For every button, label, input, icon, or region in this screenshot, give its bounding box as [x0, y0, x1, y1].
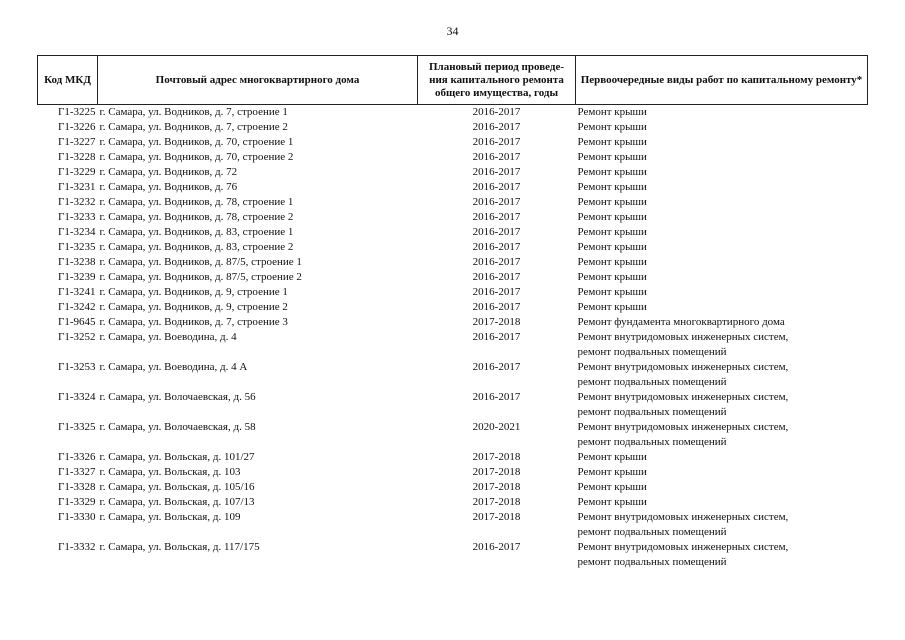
- row-code: Г1-3332: [57, 541, 96, 553]
- works-line: Ремонт крыши: [577, 166, 647, 178]
- works-line: Ремонт крыши: [577, 256, 647, 268]
- works-line: ремонт подвальных помещений: [577, 406, 727, 418]
- table-row: [38, 105, 868, 121]
- row-works: [576, 510, 868, 540]
- table-body: [38, 105, 868, 571]
- table-row: [38, 210, 868, 225]
- row-address: г. Самара, ул. Вольская, д. 107/13: [99, 496, 255, 508]
- works-line: Ремонт крыши: [577, 106, 647, 118]
- row-address: г. Самара, ул. Водников, д. 9, строение 1: [99, 286, 288, 298]
- row-works: [576, 465, 868, 480]
- row-period: 2016-2017: [472, 286, 521, 298]
- works-line: Ремонт внутридомовых инженерных систем,: [577, 421, 789, 433]
- row-period: 2016-2017: [472, 166, 521, 178]
- row-code: Г1-3325: [57, 421, 96, 433]
- table-row: [38, 465, 868, 480]
- works-line: Ремонт крыши: [577, 121, 647, 133]
- row-works: [576, 180, 868, 195]
- row-works: [576, 330, 868, 360]
- row-works: [576, 270, 868, 285]
- row-code: Г1-3233: [57, 211, 96, 223]
- table-row: [38, 195, 868, 210]
- row-works: [576, 210, 868, 225]
- row-address: г. Самара, ул. Водников, д. 70, строение 1: [99, 136, 294, 148]
- row-works: [576, 135, 868, 150]
- row-address: г. Самара, ул. Водников, д. 87/5, строение 1: [99, 256, 302, 268]
- table-row: [38, 165, 868, 180]
- row-works: [576, 300, 868, 315]
- row-address: г. Самара, ул. Водников, д. 83, строение 1: [99, 226, 294, 238]
- works-line: Ремонт внутридомовых инженерных систем,: [577, 331, 789, 343]
- table-row: [38, 120, 868, 135]
- row-address: г. Самара, ул. Вольская, д. 101/27: [99, 451, 255, 463]
- row-works: [576, 285, 868, 300]
- works-line: Ремонт внутридомовых инженерных систем,: [577, 391, 789, 403]
- table-row: [38, 360, 868, 390]
- row-code: Г1-3252: [57, 331, 96, 343]
- row-period: 2016-2017: [472, 541, 521, 553]
- works-line: Ремонт крыши: [577, 286, 647, 298]
- works-line: Ремонт крыши: [577, 181, 647, 193]
- works-line: ремонт подвальных помещений: [577, 526, 727, 538]
- repair-plan-table: [37, 55, 868, 570]
- table-row: [38, 255, 868, 270]
- row-code: Г1-9645: [57, 316, 96, 328]
- row-code: Г1-3229: [57, 166, 96, 178]
- table-header: [38, 56, 868, 105]
- row-code: Г1-3228: [57, 151, 96, 163]
- row-code: Г1-3225: [57, 106, 96, 118]
- header-row: [38, 56, 868, 105]
- table-row: [38, 135, 868, 150]
- row-address: г. Самара, ул. Водников, д. 78, строение 2: [99, 211, 294, 223]
- table-row: [38, 420, 868, 450]
- row-address: г. Самара, ул. Водников, д. 9, строение 2: [99, 301, 288, 313]
- row-period: 2017-2018: [472, 511, 521, 523]
- works-line: Ремонт крыши: [577, 196, 647, 208]
- page-number: 34: [446, 24, 459, 38]
- header-period: Плановый период проведе-ния капитального ремонта общего имущества, годы: [418, 56, 576, 105]
- row-address: г. Самара, ул. Водников, д. 7, строение 3: [99, 316, 288, 328]
- table-row: [38, 240, 868, 255]
- row-code: Г1-3226: [57, 121, 96, 133]
- row-period: 2016-2017: [472, 256, 521, 268]
- works-line: Ремонт крыши: [577, 301, 647, 313]
- table-row: [38, 315, 868, 330]
- works-line: Ремонт крыши: [577, 496, 647, 508]
- row-address: г. Самара, ул. Водников, д. 83, строение 2: [99, 241, 294, 253]
- table-row: [38, 450, 868, 465]
- row-address: г. Самара, ул. Вольская, д. 109: [99, 511, 241, 523]
- row-code: Г1-3232: [57, 196, 96, 208]
- table-row: [38, 330, 868, 360]
- row-address: г. Самара, ул. Водников, д. 72: [99, 166, 238, 178]
- row-code: Г1-3326: [57, 451, 96, 463]
- row-period: 2016-2017: [472, 391, 521, 403]
- row-works: [576, 165, 868, 180]
- table-row: [38, 285, 868, 300]
- row-address: г. Самара, ул. Воеводина, д. 4: [99, 331, 237, 343]
- works-line: ремонт подвальных помещений: [577, 556, 727, 568]
- works-line: Ремонт внутридомовых инженерных систем,: [577, 361, 789, 373]
- table-row: [38, 270, 868, 285]
- row-works: [576, 225, 868, 240]
- row-code: Г1-3327: [57, 466, 96, 478]
- row-works: [576, 390, 868, 420]
- row-address: г. Самара, ул. Водников, д. 7, строение 1: [99, 106, 288, 118]
- row-code: Г1-3330: [57, 511, 96, 523]
- row-works: [576, 540, 868, 570]
- table-row: [38, 510, 868, 540]
- row-works: [576, 480, 868, 495]
- row-code: Г1-3241: [57, 286, 96, 298]
- works-line: Ремонт крыши: [577, 226, 647, 238]
- row-period: 2016-2017: [472, 271, 521, 283]
- row-address: г. Самара, ул. Вольская, д. 105/16: [99, 481, 255, 493]
- row-code: Г1-3242: [57, 301, 96, 313]
- row-works: [576, 240, 868, 255]
- row-period: 2017-2018: [472, 481, 521, 493]
- row-address: г. Самара, ул. Водников, д. 7, строение 2: [99, 121, 288, 133]
- row-address: г. Самара, ул. Воеводина, д. 4 А: [99, 361, 248, 373]
- row-period: 2016-2017: [472, 226, 521, 238]
- row-code: Г1-3231: [57, 181, 96, 193]
- row-works: [576, 360, 868, 390]
- row-address: г. Самара, ул. Водников, д. 87/5, строение 2: [99, 271, 302, 283]
- works-line: Ремонт внутридомовых инженерных систем,: [577, 511, 789, 523]
- row-period: 2017-2018: [472, 496, 521, 508]
- row-period: 2017-2018: [472, 451, 521, 463]
- row-period: 2016-2017: [472, 106, 521, 118]
- row-period: 2016-2017: [472, 361, 521, 373]
- table-row: [38, 540, 868, 570]
- works-line: Ремонт крыши: [577, 241, 647, 253]
- works-line: Ремонт крыши: [577, 151, 647, 163]
- row-works: [576, 255, 868, 270]
- header-code: Код МКД: [38, 56, 98, 105]
- row-period: 2017-2018: [472, 316, 521, 328]
- row-period: 2016-2017: [472, 181, 521, 193]
- row-works: [576, 315, 868, 330]
- row-address: г. Самара, ул. Водников, д. 70, строение 2: [99, 151, 294, 163]
- table-row: [38, 180, 868, 195]
- works-line: Ремонт крыши: [577, 466, 647, 478]
- header-works: Первоочередные виды работ по капитальному ремонту*: [576, 56, 868, 105]
- row-code: Г1-3238: [57, 256, 96, 268]
- row-period: 2020-2021: [472, 421, 521, 433]
- row-address: г. Самара, ул. Водников, д. 76: [99, 181, 238, 193]
- row-works: [576, 105, 868, 121]
- row-code: Г1-3227: [57, 136, 96, 148]
- row-period: 2017-2018: [472, 466, 521, 478]
- table-row: [38, 480, 868, 495]
- row-period: 2016-2017: [472, 331, 521, 343]
- row-works: [576, 150, 868, 165]
- row-code: Г1-3328: [57, 481, 96, 493]
- table-row: [38, 495, 868, 510]
- row-address: г. Самара, ул. Волочаевская, д. 58: [99, 421, 256, 433]
- table-row: [38, 300, 868, 315]
- row-address: г. Самара, ул. Вольская, д. 103: [99, 466, 241, 478]
- row-code: Г1-3329: [57, 496, 96, 508]
- row-code: Г1-3235: [57, 241, 96, 253]
- row-period: 2016-2017: [472, 136, 521, 148]
- row-works: [576, 195, 868, 210]
- row-works: [576, 450, 868, 465]
- row-period: 2016-2017: [472, 211, 521, 223]
- row-address: г. Самара, ул. Водников, д. 78, строение 1: [99, 196, 294, 208]
- row-code: Г1-3324: [57, 391, 96, 403]
- table-row: [38, 150, 868, 165]
- works-line: Ремонт крыши: [577, 271, 647, 283]
- row-works: [576, 120, 868, 135]
- works-line: ремонт подвальных помещений: [577, 376, 727, 388]
- row-address: г. Самара, ул. Волочаевская, д. 56: [99, 391, 256, 403]
- row-works: [576, 495, 868, 510]
- row-works: [576, 420, 868, 450]
- row-period: 2016-2017: [472, 241, 521, 253]
- works-line: Ремонт фундамента многоквартирного дома: [577, 316, 785, 328]
- works-line: ремонт подвальных помещений: [577, 436, 727, 448]
- row-period: 2016-2017: [472, 151, 521, 163]
- header-address: Почтовый адрес многоквартирного дома: [98, 56, 418, 105]
- works-line: ремонт подвальных помещений: [577, 346, 727, 358]
- row-address: г. Самара, ул. Вольская, д. 117/175: [99, 541, 260, 553]
- row-period: 2016-2017: [472, 196, 521, 208]
- row-code: Г1-3239: [57, 271, 96, 283]
- row-period: 2016-2017: [472, 121, 521, 133]
- table-row: [38, 225, 868, 240]
- works-line: Ремонт крыши: [577, 136, 647, 148]
- row-period: 2016-2017: [472, 301, 521, 313]
- row-code: Г1-3234: [57, 226, 96, 238]
- works-line: Ремонт крыши: [577, 481, 647, 493]
- row-code: Г1-3253: [57, 361, 96, 373]
- works-line: Ремонт внутридомовых инженерных систем,: [577, 541, 789, 553]
- works-line: Ремонт крыши: [577, 211, 647, 223]
- works-line: Ремонт крыши: [577, 451, 647, 463]
- table-row: [38, 390, 868, 420]
